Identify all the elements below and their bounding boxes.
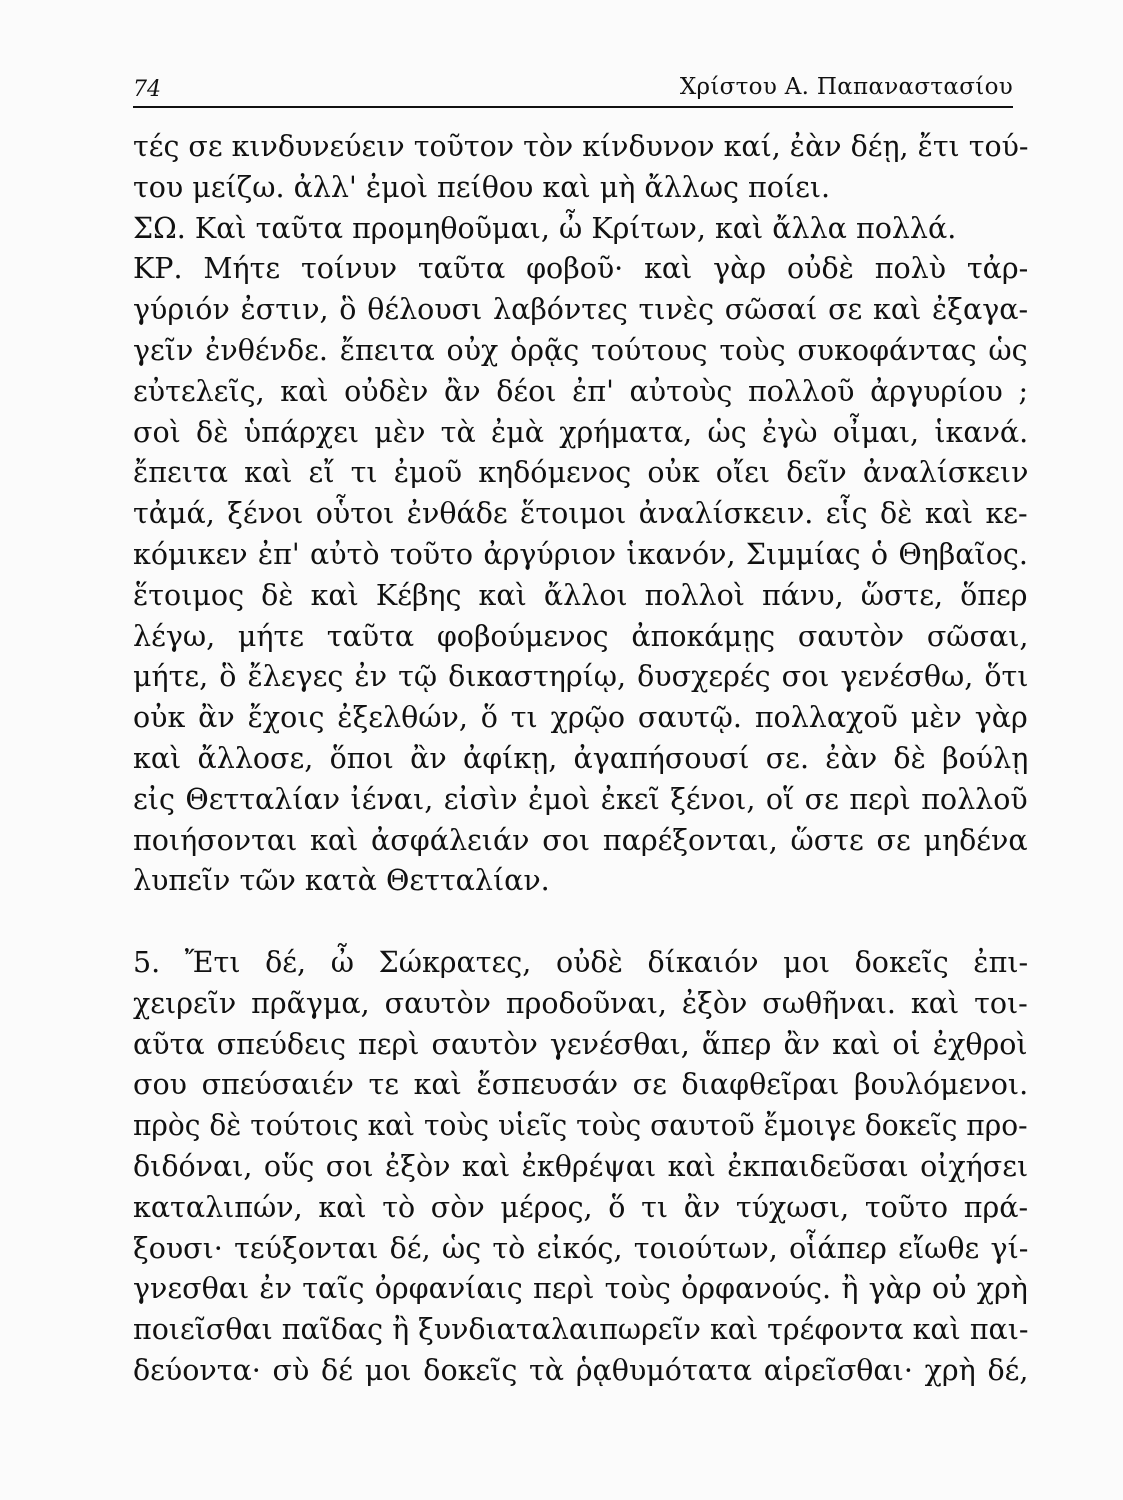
running-head <box>133 70 1013 108</box>
paragraph-1 <box>133 127 1028 209</box>
text-line: σοὶ δὲ ὑπάρχει μὲν τὰ ἐμὰ χρήματα, ὡς ἐγὼ οἶμαι, ἱκανά. <box>133 415 1029 449</box>
page-number: 74 <box>133 77 161 102</box>
text-line: ἔπειτα καὶ εἴ τι ἐμοῦ κηδόμενος οὐκ οἴει δεῖν ἀναλίσκειν <box>133 456 1029 490</box>
text-line: 5. Ἔτι δέ, ὦ Σώκρατες, οὐδὲ δίκαιόν μοι δοκεῖς ἐπι- <box>133 945 1029 979</box>
text-line: αῦτα σπεύδεις περὶ σαυτὸν γενέσθαι, ἅπερ ἂν καὶ οἱ ἐχθροὶ <box>133 1027 1028 1061</box>
text-line: του μείζω. ἀλλ' ἐμοὶ πείθου καὶ μὴ ἄλλως ποίει. <box>133 170 831 204</box>
running-head-title: Χρίστου Α. Παπαναστασίου <box>679 74 1013 100</box>
text-line: πρὸς δὲ τούτοις καὶ τοὺς υἱεῖς τοὺς σαυτοῦ ἔμοιγε δοκεῖς προ- <box>133 1109 1028 1143</box>
text-line: ποιήσονται καὶ ἀσφάλειάν σοι παρέξονται, ὥστε σε μηδένα <box>133 823 1028 857</box>
text-line: οὐκ ἂν ἔχοις ἐξελθών, ὅ τι χρῷο σαυτῷ. πολλαχοῦ μὲν γὰρ <box>133 701 1028 735</box>
text-line: καὶ ἄλλοσε, ὅποι ἂν ἀφίκῃ, ἀγαπήσουσί σε. ἐὰν δὲ βούλῃ <box>133 741 1029 775</box>
paragraph-gap <box>133 902 1028 943</box>
text-line: χειρεῖν πρᾶγμα, σαυτὸν προδοῦναι, ἐξὸν σωθῆναι. καὶ τοι- <box>133 986 1028 1020</box>
text-line: γνεσθαι ἐν ταῖς ὀρφανίαις περὶ τοὺς ὀρφανούς. ἢ γὰρ οὐ χρὴ <box>133 1272 1028 1306</box>
text-line: γύριόν ἐστιν, ὃ θέλουσι λαβόντες τινὲς σῶσαί σε καὶ ἐξαγα- <box>133 293 1029 327</box>
text-line: διδόναι, οὕς σοι ἐξὸν καὶ ἐκθρέψαι καὶ ἐκπαιδεῦσαι οἰχήσει <box>133 1149 1029 1183</box>
text-line: ξουσι· τεύξονται δέ, ὡς τὸ εἰκός, τοιούτων, οἷάπερ εἴωθε γί- <box>133 1231 1029 1265</box>
text-line: τές σε κινδυνεύειν τοῦτον τὸν κίνδυνον καί, ἐὰν δέῃ, ἔτι τού- <box>133 130 1029 163</box>
text-line: ΣΩ. Καὶ ταῦτα προμηθοῦμαι, ὦ Κρίτων, καὶ ἄλλα πολλά. <box>133 211 957 245</box>
text-line: ποιεῖσθαι παῖδας ἢ ξυνδιαταλαιπωρεῖν καὶ τρέφοντα καὶ παι- <box>133 1313 1029 1347</box>
text-line: ἕτοιμος δὲ καὶ Κέβης καὶ ἄλλοι πολλοὶ πάνυ, ὥστε, ὅπερ <box>133 578 1028 612</box>
text-line: εἰς Θετταλίαν ἰέναι, εἰσὶν ἐμοὶ ἐκεῖ ξένοι, οἵ σε περὶ πολλοῦ <box>133 782 1028 816</box>
text-line: λυπεῖν τῶν κατὰ Θετταλίαν. <box>133 864 550 898</box>
paragraph-3 <box>133 249 1028 902</box>
text-line: δεύοντα· σὺ δέ μοι δοκεῖς τὰ ῥᾳθυμότατα αἱρεῖσθαι· χρὴ δέ, <box>133 1353 1029 1387</box>
text-line: τἀμά, ξένοι οὗτοι ἐνθάδε ἕτοιμοι ἀναλίσκειν. εἷς δὲ καὶ κε- <box>133 497 1028 531</box>
text-line: μήτε, ὃ ἔλεγες ἐν τῷ δικαστηρίῳ, δυσχερές σοι γενέσθω, ὅτι <box>133 660 1029 694</box>
text-line: γεῖν ἐνθένδε. ἔπειτα οὐχ ὁρᾷς τούτους τοὺς συκοφάντας ὡς <box>133 333 1028 367</box>
text-line: εὐτελεῖς, καὶ οὐδὲν ἂν δέοι ἐπ' αὐτοὺς πολλοῦ ἀργυρίου ; <box>133 374 1029 408</box>
paragraph-4 <box>133 943 1028 1392</box>
text-line: κόμικεν ἐπ' αὐτὸ τοῦτο ἀργύριον ἱκανόν, Σιμμίας ὁ Θηβαῖος. <box>133 537 1028 571</box>
body-text <box>133 127 1028 1392</box>
text-line: ΚΡ. Μήτε τοίνυν ταῦτα φοβοῦ· καὶ γὰρ οὐδὲ πολὺ τἀρ- <box>133 252 1029 286</box>
text-line: καταλιπών, καὶ τὸ σὸν μέρος, ὅ τι ἂν τύχωσι, τοῦτο πρά- <box>133 1190 1029 1224</box>
text-line: λέγω, μήτε ταῦτα φοβούμενος ἀποκάμῃς σαυτὸν σῶσαι, <box>133 619 1029 653</box>
text-line: σου σπεύσαιέν τε καὶ ἔσπευσάν σε διαφθεῖραι βουλόμενοι. <box>133 1068 1029 1102</box>
paragraph-2 <box>133 209 1028 250</box>
